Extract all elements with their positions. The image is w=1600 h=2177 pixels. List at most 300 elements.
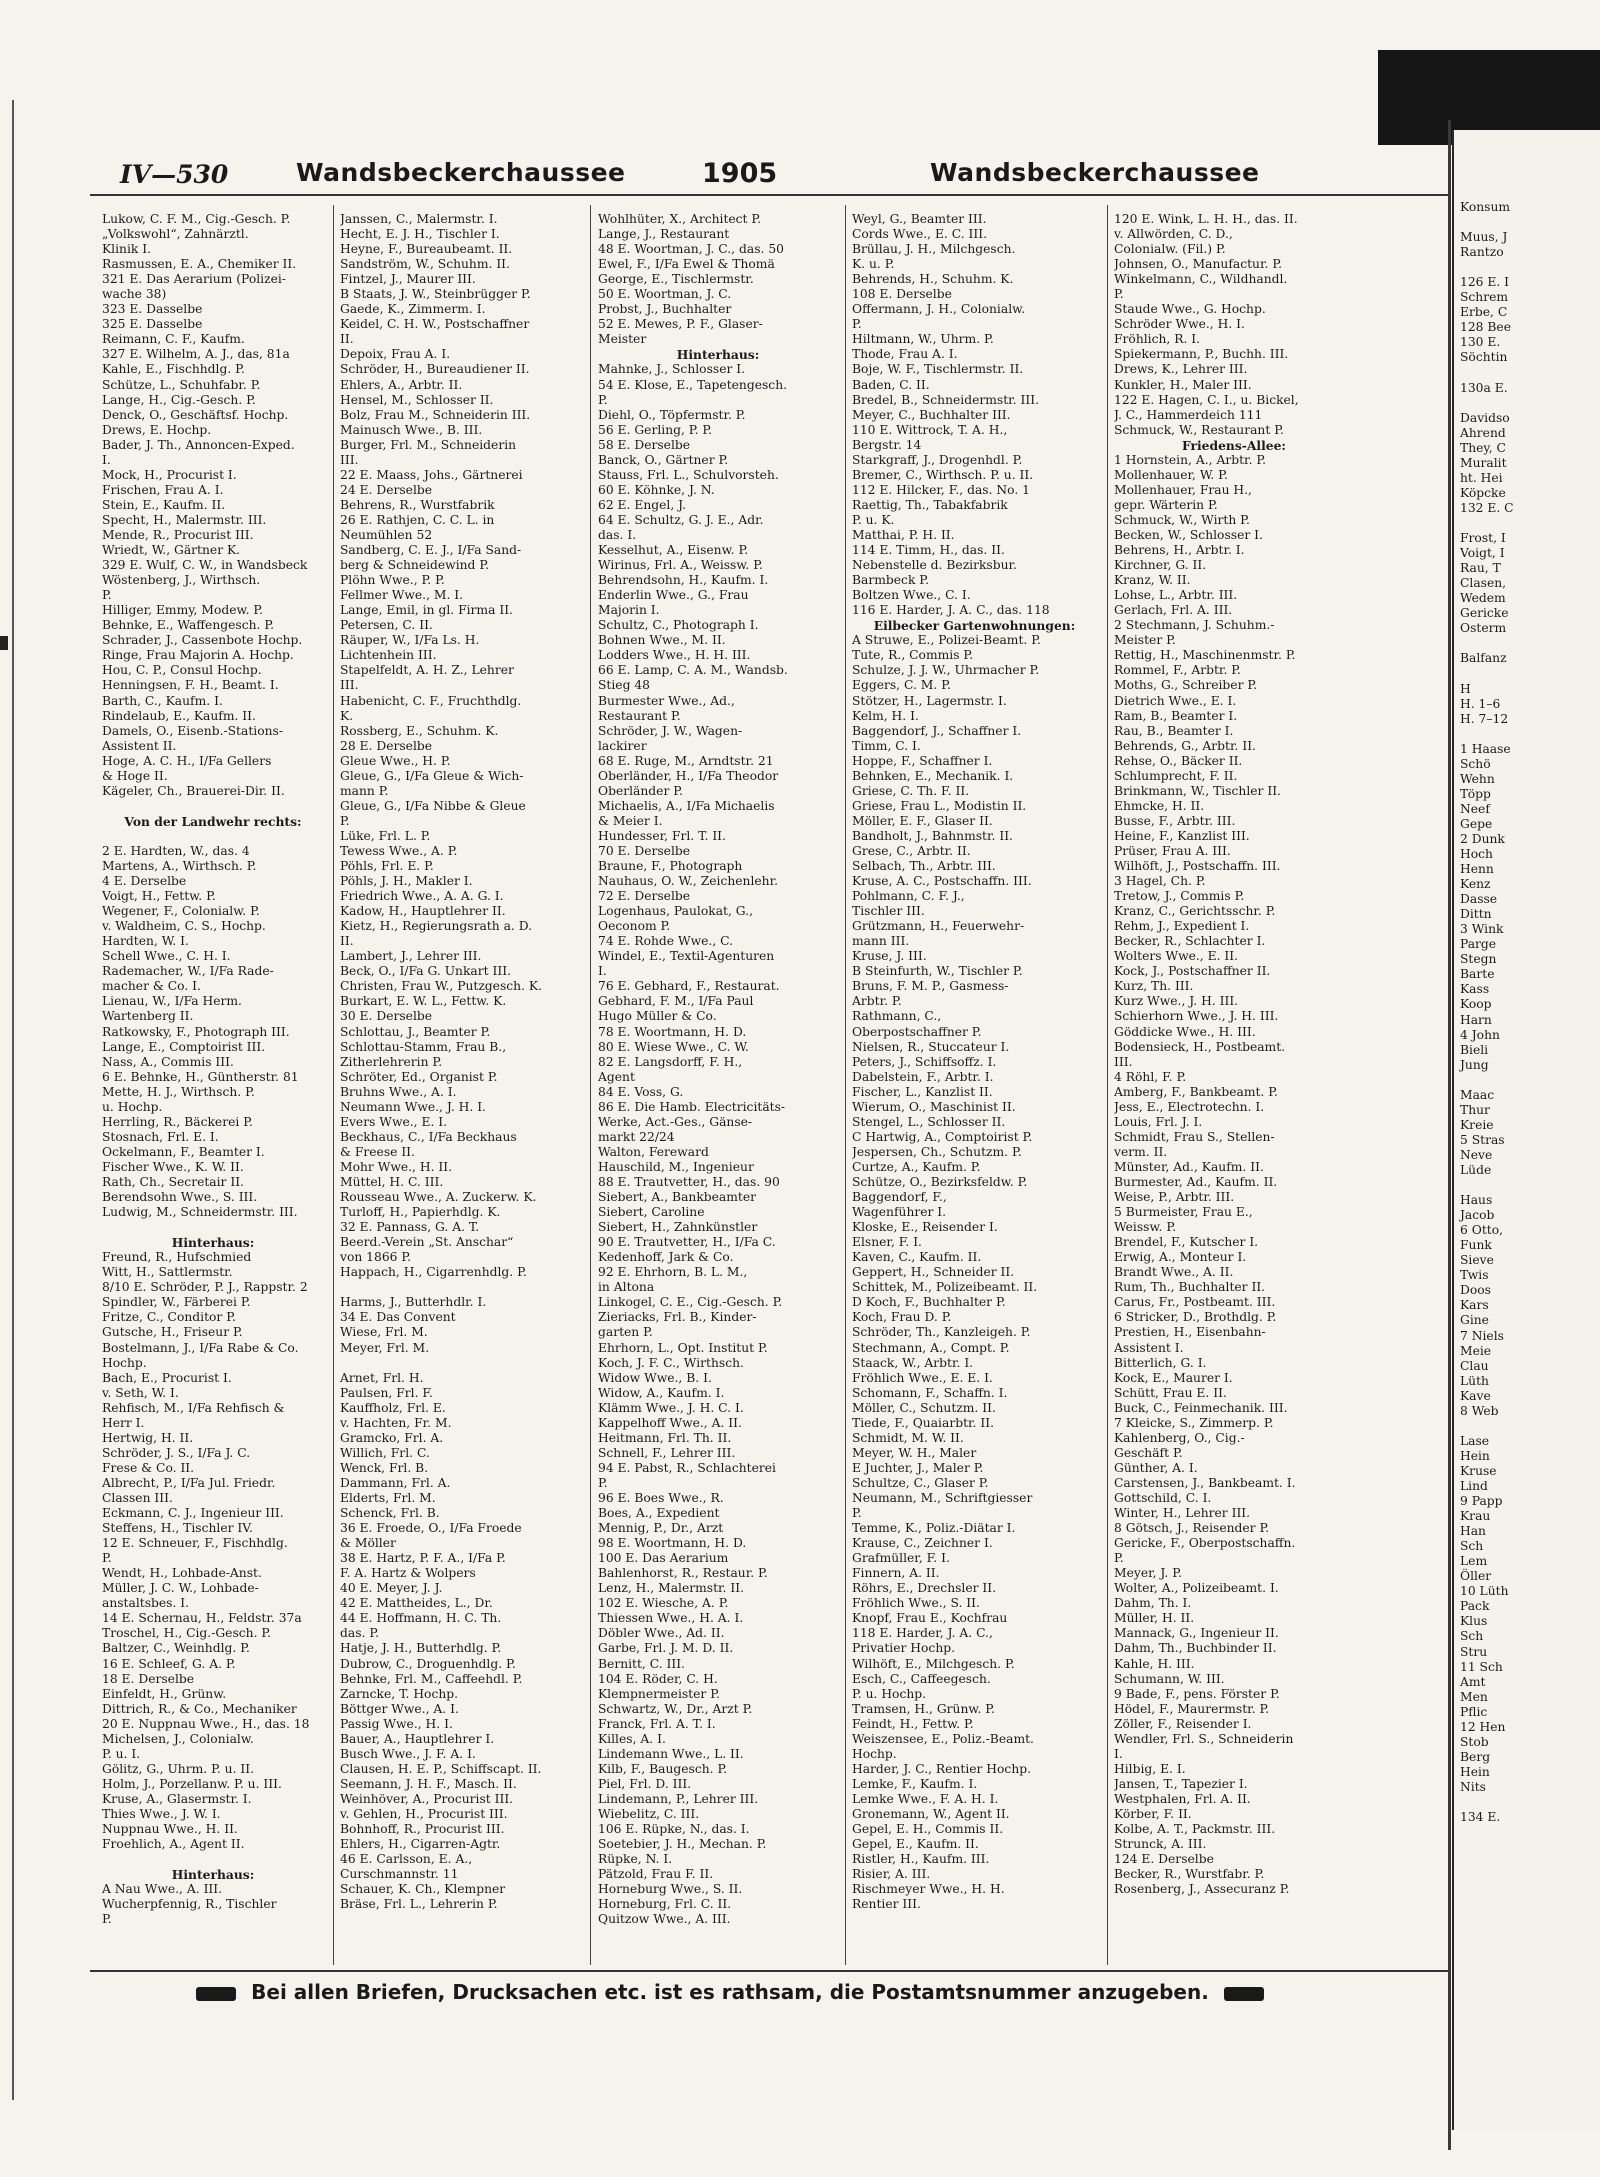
directory-entry: Sandström, W., Schuhm. II. [340, 257, 510, 272]
directory-entry: 64 E. Schultz, G. J. E., Adr. [598, 512, 764, 527]
directory-entry: III. [1114, 1054, 1133, 1069]
directory-entry: 72 E. Derselbe [598, 889, 691, 904]
directory-entry: P. [102, 588, 112, 603]
directory-entry: von 1866 P. [340, 1250, 412, 1265]
directory-entry: P. u. I. [102, 1746, 141, 1761]
directory-entry: 3 Hagel, Ch. P. [1114, 874, 1206, 889]
directory-entry: Behrens, R., Wurstfabrik [340, 497, 495, 512]
directory-entry: Siebert, Caroline [598, 1205, 705, 1220]
directory-entry: Baggendorf, J., Schaffner I. [852, 723, 1022, 738]
facing-page-entry: 7 Niels [1460, 1328, 1504, 1343]
directory-entry: Hoge, A. C. H., I/Fa Gellers [102, 753, 272, 768]
directory-entry: Nebenstelle d. Bezirksbur. [852, 558, 1017, 573]
facing-page-entry: Pack [1460, 1599, 1490, 1614]
facing-page-entry: Kreie [1460, 1117, 1494, 1132]
directory-entry: 118 E. Harder, J. A. C., [852, 1626, 993, 1641]
directory-entry: & Meier I. [598, 813, 663, 828]
page-number: IV—530 [120, 160, 229, 189]
directory-entry: Göddicke Wwe., H. III. [1114, 1024, 1256, 1039]
directory-entry: Quitzow Wwe., A. III. [598, 1912, 731, 1927]
directory-entry: Rehm, J., Expedient I. [1114, 919, 1250, 934]
directory-entry: 28 E. Derselbe [340, 738, 433, 753]
directory-entry [102, 1852, 324, 1867]
directory-entry: Gleue Wwe., H. P. [340, 753, 451, 768]
directory-entry: Werke, Act.-Ges., Gänse- [598, 1114, 753, 1129]
directory-entry: Winter, H., Lehrer III. [1114, 1506, 1251, 1521]
directory-entry: Willich, Frl. C. [340, 1445, 430, 1460]
facing-page-entry: Öller [1460, 1569, 1492, 1584]
directory-entry: Beerd.-Verein „St. Anschar“ [340, 1235, 514, 1250]
directory-entry: 122 E. Hagen, C. I., u. Bickel, [1114, 392, 1299, 407]
directory-entry: Enderlin Wwe., G., Frau [598, 588, 749, 603]
facing-page-entry: 2 Dunk [1460, 831, 1505, 846]
directory-entry: wache 38) [102, 287, 167, 302]
facing-page-entry [1460, 666, 1600, 681]
directory-entry: Schierhorn Wwe., J. H. III. [1114, 1009, 1279, 1024]
directory-entry: Spiekermann, P., Buchh. III. [1114, 347, 1289, 362]
directory-entry: Holm, J., Porzellanw. P. u. III. [102, 1776, 282, 1791]
directory-entry: Schittek, M., Polizeibeamt. II. [852, 1280, 1038, 1295]
directory-entry: Oeconom P. [598, 919, 671, 934]
directory-entry: Tramsen, H., Grünw. P. [852, 1701, 995, 1716]
directory-entry: Behrens, H., Arbtr. I. [1114, 543, 1245, 558]
directory-entry: Kahle, H. III. [1114, 1656, 1195, 1671]
directory-entry: Brinkmann, W., Tischler II. [1114, 783, 1281, 798]
directory-entry: 321 E. Das Aerarium (Polizei- [102, 272, 286, 287]
directory-entry: Steffens, H., Tischler IV. [102, 1521, 253, 1536]
directory-entry: Banck, O., Gärtner P. [598, 452, 729, 467]
directory-entry: Grafmüller, F. I. [852, 1551, 950, 1566]
facing-page-entry: Clau [1460, 1358, 1489, 1373]
directory-entry: Starkgraff, J., Drogenhdl. P. [852, 452, 1023, 467]
facing-page-entry: Ahrend [1460, 425, 1506, 440]
directory-entry: E Juchter, J., Maler P. [852, 1460, 984, 1475]
directory-entry: Lambert, J., Lehrer III. [340, 949, 482, 964]
facing-page-entry: Lase [1460, 1433, 1490, 1448]
footer-rule [90, 1970, 1450, 1972]
directory-entry: Geppert, H., Schneider II. [852, 1265, 1015, 1280]
directory-entry: 70 E. Derselbe [598, 843, 691, 858]
directory-entry: berg & Schneidewind P. [340, 558, 490, 573]
directory-entry: Schmuck, W., Restaurant P. [1114, 422, 1284, 437]
directory-entry: Schröder, J. W., Wagen- [598, 723, 743, 738]
directory-entry: Bitterlich, G. I. [1114, 1355, 1207, 1370]
directory-entry: 6 Stricker, D., Brothdlg. P. [1114, 1310, 1277, 1325]
directory-entry: Meister P. [1114, 633, 1176, 648]
facing-page-entry: Lind [1460, 1478, 1488, 1493]
directory-entry: Nuppnau Wwe., H. II. [102, 1822, 238, 1837]
directory-entry: Zieriacks, Frl. B., Kinder- [598, 1310, 757, 1325]
directory-entry: Rüpke, N. I. [598, 1852, 673, 1867]
header-rule [90, 194, 1450, 196]
directory-entry [102, 799, 324, 814]
directory-entry: Gericke, F., Oberpostschaffn. [1114, 1536, 1296, 1551]
facing-page-entry [1460, 260, 1600, 275]
directory-entry: Günther, A. I. [1114, 1460, 1198, 1475]
directory-entry: Eilbecker Gartenwohnungen: [873, 618, 1076, 634]
directory-entry: Lange, Emil, in gl. Firma II. [340, 603, 513, 618]
directory-entry: Kranz, C., Gerichtsschr. P. [1114, 904, 1276, 919]
directory-entry: das. P. [340, 1626, 380, 1641]
directory-entry: 16 E. Schleef, G. A. P. [102, 1656, 236, 1671]
directory-entry: F. A. Hartz & Wolpers [340, 1566, 476, 1581]
directory-entry: D Koch, F., Buchhalter P. [852, 1295, 1006, 1310]
facing-page-entry: Doos [1460, 1283, 1491, 1298]
directory-entry: Logenhaus, Paulokat, G., [598, 904, 753, 919]
directory-entry: Hecht, E. J. H., Tischler I. [340, 227, 500, 242]
column-divider [333, 205, 334, 1965]
directory-entry: Majorin I. [598, 603, 660, 618]
directory-entry: Dahm, Th. I. [1114, 1596, 1192, 1611]
facing-page-entry: Wehn [1460, 771, 1495, 786]
directory-entry: Horneburg, Frl. C. II. [598, 1897, 732, 1912]
directory-entry: Assistent II. [102, 738, 177, 753]
directory-entry: Kägeler, Ch., Brauerei-Dir. II. [102, 783, 285, 798]
facing-page-entry: They, C [1460, 440, 1506, 455]
directory-entry: Wilhöft, J., Postschaffn. III. [1114, 859, 1281, 874]
facing-page-entry: Klus [1460, 1614, 1488, 1629]
directory-entry: 5 Burmeister, Frau E., [1114, 1205, 1253, 1220]
pointing-hand-icon [196, 1987, 236, 2001]
directory-entry: & Möller [340, 1536, 396, 1551]
directory-entry: Hödel, F., Maurermstr. P. [1114, 1701, 1270, 1716]
directory-entry: Staack, W., Arbtr. I. [852, 1355, 974, 1370]
directory-entry: Siebert, H., Zahnkünstler [598, 1220, 758, 1235]
directory-entry: Turloff, H., Papierhdlg. K. [340, 1205, 501, 1220]
directory-entry: Schütze, L., Schuhfabr. P. [102, 377, 261, 392]
facing-page-entry: Muus, J [1460, 230, 1508, 245]
directory-entry: 68 E. Ruge, M., Arndtstr. 21 [598, 753, 774, 768]
directory-entry: B Steinfurth, W., Tischler P. [852, 964, 1023, 979]
directory-entry: Horneburg Wwe., S. II. [598, 1882, 743, 1897]
facing-page-entry: Gine [1460, 1313, 1489, 1328]
directory-entry: Schlumprecht, F. II. [1114, 768, 1238, 783]
facing-page-entry: Sch [1460, 1539, 1484, 1554]
directory-entry: Neumann Wwe., J. H. I. [340, 1099, 486, 1114]
facing-page-entry: Lüth [1460, 1373, 1489, 1388]
directory-entry: Mende, R., Procurist III. [102, 527, 254, 542]
directory-entry: Schlottau-Stamm, Frau B., [340, 1039, 507, 1054]
directory-entry: Lohse, L., Arbtr. III. [1114, 588, 1238, 603]
directory-entry: Lange, J., Restaurant [598, 227, 730, 242]
directory-entry: Raettig, Th., Tabakfabrik [852, 497, 1008, 512]
directory-entry: Baggendorf, F., [852, 1190, 947, 1205]
directory-entry: Ehlers, A., Arbtr. II. [340, 377, 463, 392]
directory-entry: Hugo Müller & Co. [598, 1009, 717, 1024]
directory-entry [340, 1280, 582, 1295]
directory-entry: Kappelhoff Wwe., A. II. [598, 1415, 742, 1430]
directory-entry: 76 E. Gebhard, F., Restaurat. [598, 979, 780, 994]
directory-entry: Walton, Fereward [598, 1144, 709, 1159]
directory-entry: Gaede, K., Zimmerm. I. [340, 302, 486, 317]
directory-entry: 54 E. Klose, E., Tapetengesch. [598, 377, 788, 392]
facing-page-entry [1460, 636, 1600, 651]
directory-entry: Burger, Frl. M., Schneiderin [340, 437, 517, 452]
directory-entry: 104 E. Röder, C. H. [598, 1671, 718, 1686]
directory-entry: Burmester Wwe., Ad., [598, 693, 735, 708]
directory-entry: Mette, H. J., Wirthsch. P. [102, 1084, 255, 1099]
facing-page-entry: Harn [1460, 1012, 1492, 1027]
directory-entry: 102 E. Wiesche, A. P. [598, 1596, 729, 1611]
facing-page-entry: Neve [1460, 1147, 1493, 1162]
directory-entry: Wendt, H., Lohbade-Anst. [102, 1566, 262, 1581]
directory-entry: Bader, J. Th., Annoncen-Exped. [102, 437, 295, 452]
facing-page-entry: Söchtin [1460, 350, 1508, 365]
directory-entry: Fritze, C., Conditor P. [102, 1310, 236, 1325]
column-divider [590, 205, 591, 1965]
directory-entry: 4 E. Derselbe [102, 874, 187, 889]
directory-entry: Rentier III. [852, 1897, 921, 1912]
facing-page-entry: Koop [1460, 997, 1492, 1012]
facing-page-entry: Amt [1460, 1674, 1486, 1689]
directory-entry: Eggers, C. M. P. [852, 678, 951, 693]
column-4 [852, 212, 1097, 1912]
directory-entry: Jess, E., Electrotechn. I. [1114, 1099, 1265, 1114]
directory-entry: Geschäft P. [1114, 1445, 1183, 1460]
directory-entry: Gottschild, C. I. [1114, 1490, 1212, 1505]
directory-entry: Kahle, E., Fischhdlg. P. [102, 362, 245, 377]
facing-page-entry: ht. Hei [1460, 470, 1503, 485]
directory-entry: Windel, E., Textil-Agenturen [598, 949, 775, 964]
directory-entry: Carstensen, J., Bankbeamt. I. [1114, 1475, 1296, 1490]
directory-entry: Wohlhüter, X., Architect P. [598, 212, 762, 226]
facing-page-entry [1460, 1419, 1600, 1434]
directory-entry: Von der Landwehr rechts: [124, 813, 302, 829]
directory-entry: Weyl, G., Beamter III. [852, 212, 987, 226]
facing-page-entry [1460, 1795, 1600, 1810]
directory-entry: Müller, J. C. W., Lohbade- [102, 1581, 259, 1596]
facing-page-entry [1460, 396, 1600, 411]
directory-entry: 112 E. Hilcker, F., das. No. 1 [852, 482, 1030, 497]
facing-page-entry: 5 Stras [1460, 1132, 1505, 1147]
directory-entry: Rau, B., Beamter I. [1114, 723, 1234, 738]
facing-page-entry: Stegn [1460, 952, 1497, 967]
directory-entry: 94 E. Pabst, R., Schlachterei [598, 1460, 776, 1475]
facing-page-entry: Davidso [1460, 410, 1510, 425]
directory-entry: Rademacher, W., I/Fa Rade- [102, 964, 274, 979]
directory-entry: Braune, F., Photograph [598, 859, 743, 874]
directory-entry: & Hoge II. [102, 768, 168, 783]
directory-entry: Wartenberg II. [102, 1009, 194, 1024]
directory-entry: Wegener, F., Colonialw. P. [102, 904, 260, 919]
directory-entry: Grützmann, H., Feuerwehr- [852, 919, 1025, 934]
directory-entry: Dabelstein, F., Arbtr. I. [852, 1069, 994, 1084]
directory-entry: Wierum, O., Maschinist II. [852, 1099, 1016, 1114]
directory-entry: Buck, C., Feinmechanik. III. [1114, 1400, 1288, 1415]
directory-entry: 8 Götsch, J., Reisender P. [1114, 1521, 1270, 1536]
directory-entry: Bolz, Frau M., Schneiderin III. [340, 407, 531, 422]
facing-page-entry: 126 E. I [1460, 275, 1510, 290]
directory-entry: Barth, C., Kaufm. I. [102, 693, 223, 708]
facing-page-entry [1460, 516, 1600, 531]
facing-page-entry: 128 Bee [1460, 320, 1511, 335]
directory-entry: Räuper, W., I/Fa Ls. H. [340, 633, 480, 648]
directory-entry: das. I. [598, 527, 637, 542]
directory-entry: Grese, C., Arbtr. II. [852, 843, 971, 858]
directory-entry: II. [340, 934, 354, 949]
directory-entry: Colonialw. (Fil.) P. [1114, 242, 1226, 257]
directory-entry: Widow, A., Kaufm. I. [598, 1385, 725, 1400]
directory-entry: Witt, H., Sattlermstr. [102, 1265, 233, 1280]
directory-entry: Ringe, Frau Majorin A. Hochp. [102, 648, 294, 663]
directory-entry: Ehrhorn, L., Opt. Institut P. [598, 1340, 768, 1355]
directory-entry: Harder, J. C., Rentier Hochp. [852, 1761, 1032, 1776]
directory-entry: 88 E. Trautvetter, H., das. 90 [598, 1175, 780, 1189]
directory-entry: 60 E. Köhnke, J. N. [598, 482, 715, 497]
directory-entry: Plöhn Wwe., P. P. [340, 573, 445, 588]
directory-entry: 7 Kleicke, S., Zimmerp. P. [1114, 1415, 1274, 1430]
directory-entry: Lüke, Frl. L. P. [340, 828, 431, 843]
directory-entry: Rosenberg, J., Assecuranz P. [1114, 1882, 1290, 1897]
facing-page-entry: Lem [1460, 1554, 1488, 1569]
directory-entry: Friedrich Wwe., A. A. G. I. [340, 889, 504, 904]
directory-entry: 44 E. Hoffmann, H. C. Th. [340, 1611, 502, 1626]
directory-entry: Barmbeck P. [852, 573, 929, 588]
directory-entry: 66 E. Lamp, C. A. M., Wandsb. [598, 663, 788, 678]
directory-entry: Rehfisch, M., I/Fa Rehfisch & [102, 1400, 285, 1415]
directory-entry: Rettig, H., Maschinenmstr. P. [1114, 648, 1296, 663]
directory-entry: Klempnermeister P. [598, 1686, 720, 1701]
directory-entry: Krause, C., Zeichner I. [852, 1536, 993, 1551]
directory-entry: Fischer, L., Kanzlist II. [852, 1084, 993, 1099]
directory-entry: v. Hachten, Fr. M. [340, 1415, 452, 1430]
directory-entry: Schmuck, W., Wirth P. [1114, 512, 1250, 527]
facing-page-entry: 130a E. [1460, 380, 1508, 395]
directory-entry: Schröder, Th., Kanzleigeh. P. [852, 1325, 1031, 1340]
directory-entry: lackirer [598, 738, 647, 753]
directory-entry: I. [102, 452, 111, 467]
directory-entry: A Struwe, E., Polizei-Beamt. P. [852, 633, 1041, 648]
directory-entry: 1 Hornstein, A., Arbtr. P. [1114, 452, 1267, 467]
directory-entry: Fröhlich Wwe., S. II. [852, 1596, 980, 1611]
directory-entry: III. [340, 678, 359, 693]
directory-entry: Frischen, Frau A. I. [102, 482, 224, 497]
directory-entry: verm. II. [1114, 1144, 1168, 1159]
directory-entry: Kilb, F., Baugesch. P. [598, 1761, 728, 1776]
directory-entry: Fellmer Wwe., M. I. [340, 588, 464, 603]
directory-entry: Kahlenberg, O., Cig.- [1114, 1430, 1245, 1445]
scan-mark [0, 636, 8, 650]
directory-entry: III. [340, 452, 359, 467]
directory-entry: Voigt, H., Fettw. P. [102, 889, 216, 904]
directory-entry: Wenck, Frl. B. [340, 1460, 429, 1475]
directory-entry: Widow Wwe., B. I. [598, 1370, 712, 1385]
directory-entry: Prestien, H., Eisenbahn- [1114, 1325, 1266, 1340]
facing-page-entry: Kars [1460, 1298, 1489, 1313]
directory-entry: Mock, H., Procurist I. [102, 467, 237, 482]
directory-entry: v. Waldheim, C. S., Hochp. [102, 919, 266, 934]
directory-entry: Hou, C. P., Consul Hochp. [102, 663, 262, 678]
directory-entry: Fröhlich Wwe., E. E. I. [852, 1370, 993, 1385]
facing-page-entry: Schrem [1460, 290, 1509, 305]
page-header [120, 156, 1440, 189]
facing-page-entry: H. 1–6 [1460, 696, 1501, 711]
directory-entry: 80 E. Wiese Wwe., C. W. [598, 1039, 749, 1054]
directory-entry: Matthai, P. H. II. [852, 527, 955, 542]
facing-page-entry: Henn [1460, 862, 1494, 877]
directory-entry: Happach, H., Cigarrenhdlg. P. [340, 1265, 527, 1280]
directory-entry: Bauer, A., Hauptlehrer I. [340, 1731, 495, 1746]
directory-entry: Wiese, Frl. M. [340, 1325, 428, 1340]
directory-entry: Wucherpfennig, R., Tischler [102, 1897, 277, 1912]
directory-entry: Tute, R., Commis P. [852, 648, 974, 663]
directory-entry: Mollenhauer, W. P. [1114, 467, 1228, 482]
directory-entry: 86 E. Die Hamb. Electricitäts- [598, 1099, 786, 1114]
directory-entry: A Nau Wwe., A. III. [102, 1882, 223, 1897]
directory-entry: Erwig, A., Monteur I. [1114, 1250, 1247, 1265]
directory-entry: Risier, A. III. [852, 1867, 931, 1882]
directory-entry: Bahlenhorst, R., Restaur. P. [598, 1566, 768, 1581]
facing-page-entry: Hein [1460, 1764, 1490, 1779]
directory-entry: Staude Wwe., G. Hochp. [1114, 302, 1266, 317]
directory-entry: Mohr Wwe., H. II. [340, 1159, 453, 1174]
facing-page-column [1460, 200, 1600, 1825]
street-name-left: Wandsbeckerchaussee [296, 158, 626, 187]
directory-entry: Hauschild, M., Ingenieur [598, 1159, 754, 1174]
directory-entry: Friedens-Allee: [1182, 437, 1286, 453]
directory-entry: Franck, Frl. A. T. I. [598, 1716, 716, 1731]
facing-page-entry: Gericke [1460, 606, 1509, 621]
directory-entry: Bremer, C., Wirthsch. P. u. II. [852, 467, 1034, 482]
directory-entry: Denck, O., Geschäftsf. Hochp. [102, 407, 289, 422]
directory-entry: Gramcko, Frl. A. [340, 1430, 444, 1445]
directory-entry: Röhrs, E., Drechsler II. [852, 1581, 997, 1596]
directory-entry: Herrling, R., Bäckerei P. [102, 1114, 253, 1129]
directory-entry: Hiltmann, W., Uhrm. P. [852, 332, 994, 347]
directory-entry: Ewel, F., I/Fa Ewel & Thomä [598, 257, 775, 272]
facing-page-entry: Men [1460, 1689, 1488, 1704]
directory-entry: 98 E. Woortmann, H. D. [598, 1536, 747, 1551]
directory-entry: Seemann, J. H. F., Masch. II. [340, 1776, 517, 1791]
directory-entry: Rehse, O., Bäcker II. [1114, 753, 1243, 768]
directory-entry: 9 Bade, F., pens. Förster P. [1114, 1686, 1280, 1701]
facing-page-entry: Muralit [1460, 455, 1507, 470]
directory-entry: Boje, W. F., Tischlermstr. II. [852, 362, 1024, 377]
directory-entry: Hinterhaus: [171, 1235, 255, 1251]
directory-entry: 100 E. Das Aerarium [598, 1551, 729, 1566]
directory-entry: anstaltsbes. I. [102, 1596, 190, 1611]
directory-entry: 14 E. Schernau, H., Feldstr. 37a [102, 1611, 302, 1626]
directory-entry: Kadow, H., Hauptlehrer II. [340, 904, 506, 919]
directory-entry: Heine, F., Kanzlist III. [1114, 828, 1250, 843]
directory-entry: Piel, Frl. D. III. [598, 1776, 692, 1791]
directory-entry: Nauhaus, O. W., Zeichenlehr. [598, 874, 779, 889]
facing-page-entry: Haus [1460, 1193, 1493, 1208]
directory-entry: Busch Wwe., J. F. A. I. [340, 1746, 476, 1761]
directory-entry: Petersen, C. II. [340, 618, 433, 633]
page-edge [12, 100, 14, 2100]
facing-page-entry: Berg [1460, 1749, 1491, 1764]
directory-entry: Meyer, W. H., Maler [852, 1445, 977, 1460]
directory-entry: u. Hochp. [102, 1099, 163, 1114]
directory-entry: Stengel, L., Schlosser II. [852, 1114, 1006, 1129]
directory-entry: J. C., Hammerdeich 111 [1114, 407, 1263, 422]
directory-entry: 34 E. Das Convent [340, 1310, 456, 1325]
directory-entry: Hilbig, E. I. [1114, 1761, 1186, 1776]
column-divider [1107, 205, 1108, 1965]
directory-entry: Elsner, F. I. [852, 1235, 922, 1250]
directory-entry: Oberländer P. [598, 783, 683, 798]
facing-page-entry: Kass [1460, 982, 1490, 997]
directory-entry: Boes, A., Expedient [598, 1506, 720, 1521]
directory-entry: Burmester, Ad., Kaufm. II. [1114, 1175, 1278, 1189]
directory-entry: P. u. Hochp. [852, 1686, 927, 1701]
directory-entry: Wolters Wwe., E. II. [1114, 949, 1239, 964]
directory-entry: Feindt, H., Fettw. P. [852, 1716, 974, 1731]
directory-entry: Schröder, J. S., I/Fa J. C. [102, 1445, 251, 1460]
directory-entry: 78 E. Woortmann, H. D. [598, 1024, 747, 1039]
directory-entry: Janssen, C., Malermstr. I. [340, 212, 498, 226]
